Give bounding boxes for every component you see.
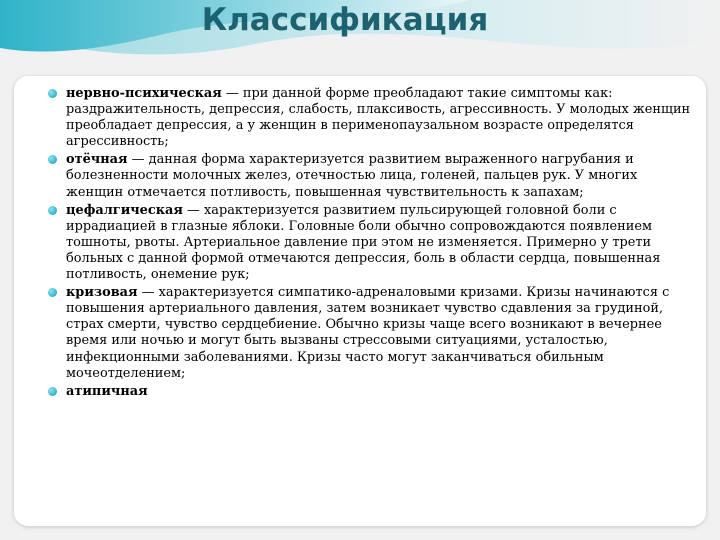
list-item [48,152,698,200]
item-text: — данная форма характеризуется развитием выраженного нагрубания и болезненности молочных желез, отечностью лица, голеней, пальцев рук. У многих женщин отмечается потливость, повышенная чувствительность к запахам; [66,152,638,200]
bullet-icon [48,89,57,98]
item-text: — при данной форме преобладают такие симптомы как: раздражительность, депрессия, слабость, плаксивость, агрессивность. У молодых женщин преобладает депрессия, а у женщин в перименопаузальном возрасте определятся агрессивность; [66,86,691,150]
classification-list [48,86,698,402]
bullet-icon [48,387,57,396]
list-item [48,384,698,400]
item-term: нервно-психическая [66,86,222,101]
item-term: цефалгическая [66,202,183,218]
item-text: — характеризуется симпатико-адреналовыми кризами. Кризы начинаются с повышения артериального давления, затем возникает чувство сдавления за грудиной, страх смерти, чувство сердцебиение. Обычно кризы чаще всего возникают в вечернее время или ночью и могут быть вызваны стрессовыми ситуациями, усталостью, инфекционными заболеваниями. Кризы часто могут заканчиваться обильным мочеотделением; [66,285,670,381]
bullet-icon [48,206,57,215]
item-term: атипичная [66,383,148,399]
list-item [48,203,698,283]
item-term: кризовая [66,285,138,301]
bullet-icon [48,288,57,297]
list-item [48,285,698,382]
item-text: — характеризуется развитием пульсирующей головной боли с иррадиацией в глазные яблоки. Головные боли обычно сопровождаются появлением тошноты, рвоты. Артериальное давление при этом не изменяется. Примерно у трети больных с данной формой отмечаются депрессия, боль в области сердца, повышенная потливость, онемение рук; [66,202,661,283]
item-term: отёчная [66,152,128,168]
list-item [48,86,698,150]
slide-title: Классификация [201,2,489,38]
bullet-icon [48,155,57,164]
